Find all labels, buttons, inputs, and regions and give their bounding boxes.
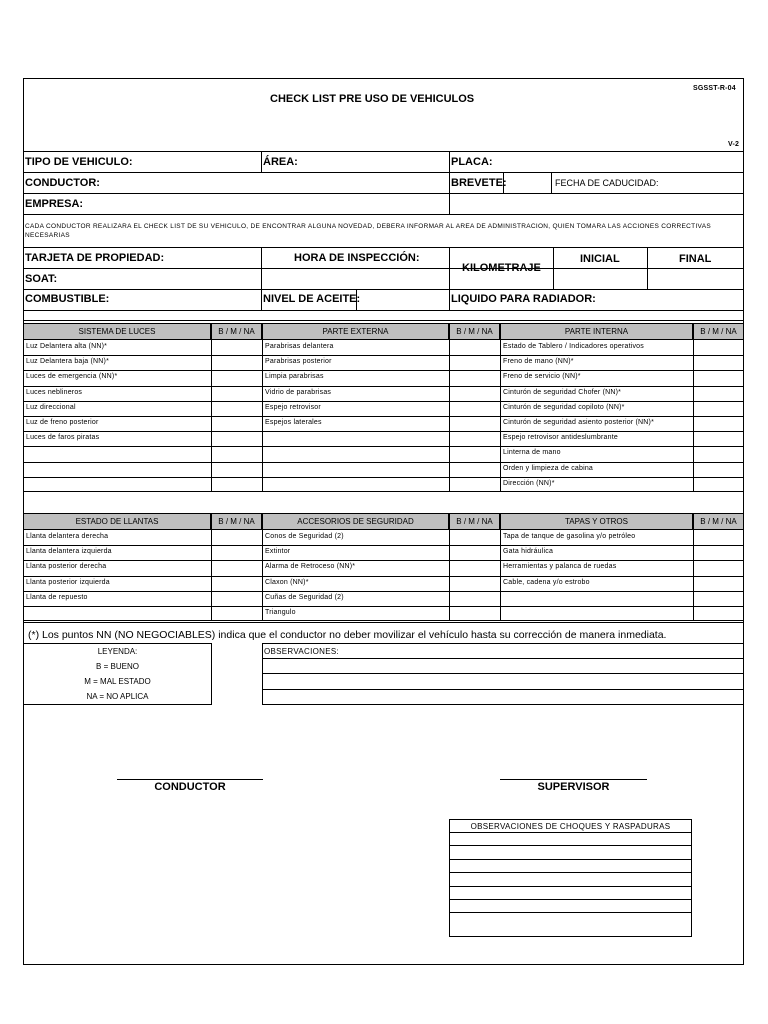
section1-col2-item: Espejos laterales	[265, 419, 322, 426]
section2-col2-rating-cell[interactable]	[450, 592, 499, 605]
liquido-radiador-label: LIQUIDO PARA RADIADOR:	[451, 293, 596, 305]
section1-col1-item: Luz Delantera baja (NN)*	[26, 358, 110, 366]
section1-col3-rating-cell[interactable]	[694, 463, 743, 476]
conductor-signature-line[interactable]	[117, 779, 263, 780]
section1-col3-item: Linterna de mano	[503, 449, 561, 457]
notice-text: CADA CONDUCTOR REALIZARA EL CHECK LIST DE SU VEHICULO, DE ENCONTRAR ALGUNA NOVEDAD, DEBERA INFORMAR AL AREA DE ADMINISTRACION, QUIEN TOMARA LAS ACCIONES CORRECTIVAS NECESARIAS	[25, 223, 711, 239]
section2-col1-rating-cell[interactable]	[212, 531, 261, 544]
section2-col2-rating-cell[interactable]	[450, 546, 499, 559]
section2-col1-item: Llanta de repuesto	[26, 593, 88, 601]
section1-col1-item: Luz direccional	[26, 403, 76, 411]
section1-col2-item: Parabrisas delantera	[265, 343, 334, 350]
section2-col1-rating-cell[interactable]	[212, 577, 261, 590]
soat-label: SOAT:	[25, 273, 58, 285]
section1-col3-item: Estado de Tablero / Indicadores operativos	[503, 343, 644, 350]
section1-col3-bmna-header: B / M / NA	[693, 323, 744, 340]
section1-col3-item: Espejo retrovisor antideslumbrante	[503, 434, 618, 442]
section1-col2-rating-cell[interactable]	[450, 432, 499, 445]
legend-item-m: M = MAL ESTADO	[84, 677, 151, 686]
choques-row-line	[449, 832, 692, 833]
section2-col2-item: Cuñas de Seguridad (2)	[265, 593, 344, 601]
section1-col1-item: Luces de faros piratas	[26, 434, 100, 442]
nivel-aceite-label: NIVEL DE ACEITE:	[263, 293, 361, 305]
legend-title: LEYENDA:	[97, 647, 138, 656]
section1-col1-rating-cell[interactable]	[212, 341, 261, 354]
section2-col3-rating-cell[interactable]	[694, 592, 743, 605]
section1-col2-item: Limpia parabrisas	[265, 373, 324, 381]
supervisor-signature-label: SUPERVISOR	[537, 781, 610, 793]
section1-col3-rating-cell[interactable]	[694, 356, 743, 369]
choques-row-line	[449, 886, 692, 887]
section1-col1-item: Luz de freno posterior	[26, 419, 99, 426]
section1-col3-rating-cell[interactable]	[694, 478, 743, 491]
section1-col3-item: Dirección (NN)*	[503, 479, 555, 487]
empresa-label: EMPRESA:	[25, 198, 84, 210]
section2-col1-item: Llanta delantera derecha	[26, 533, 109, 540]
section2-col3-rating-cell[interactable]	[694, 531, 743, 544]
fecha-caducidad-label: FECHA DE CADUCIDAD:	[555, 178, 659, 188]
section2-col3-item: Gata hidráulica	[503, 548, 554, 556]
section2-col3-rating-cell[interactable]	[694, 607, 743, 620]
section2-col3-rating-cell[interactable]	[694, 577, 743, 590]
section1-col3-rating-cell[interactable]	[694, 387, 743, 400]
section2-col2-rating-cell[interactable]	[450, 531, 499, 544]
section1-col3-item: Cinturón de seguridad Chofer (NN)*	[503, 388, 622, 396]
section2-col1-rating-cell[interactable]	[212, 546, 261, 559]
section2-col3-rating-cell[interactable]	[694, 546, 743, 559]
section1-col1-rating-cell[interactable]	[212, 402, 261, 415]
hora-inspeccion-label: HORA DE INSPECCIÓN:	[294, 252, 420, 264]
section2-col1-header: ESTADO DE LLANTAS	[23, 513, 211, 530]
conductor-label: CONDUCTOR:	[25, 177, 100, 189]
section2-col1-rating-cell[interactable]	[212, 607, 261, 620]
section2-col1-bmna-header: B / M / NA	[211, 513, 262, 530]
section1-col2-item: Parabrisas posterior	[265, 358, 332, 366]
section1-col3-rating-cell[interactable]	[694, 447, 743, 460]
section1-col2-rating-cell[interactable]	[450, 387, 499, 400]
choques-row-line	[449, 872, 692, 873]
section1-col2-rating-cell[interactable]	[450, 341, 499, 354]
section2-col2-bmna-header: B / M / NA	[449, 513, 500, 530]
brevete-label: BREVETE:	[451, 177, 507, 189]
section1-col1-item: Luz Delantera alta (NN)*	[26, 343, 108, 350]
section2-col3-bmna-header: B / M / NA	[693, 513, 744, 530]
section1-col3-rating-cell[interactable]	[694, 417, 743, 430]
section2-col3-rating-cell[interactable]	[694, 561, 743, 574]
footnote-text: (*) Los puntos NN (NO NEGOCIABLES) indica que el conductor no deber movilizar el vehículo hasta su corrección de manera inmediata.	[28, 629, 667, 641]
observaciones-label: OBSERVACIONES:	[264, 647, 340, 656]
section2-col1-rating-cell[interactable]	[212, 592, 261, 605]
section1-col1-rating-cell[interactable]	[212, 478, 261, 491]
section2-col3-item: Cable, cadena y/o estrobo	[503, 578, 590, 586]
choques-row-line	[449, 912, 692, 913]
choques-label: OBSERVACIONES DE CHOQUES Y RASPADURAS	[470, 822, 671, 831]
choques-row-line	[449, 859, 692, 860]
section2-col2-rating-cell[interactable]	[450, 607, 499, 620]
inicial-label: INICIAL	[580, 253, 620, 265]
tipo-vehiculo-label: TIPO DE VEHICULO:	[25, 156, 133, 168]
section2-col2-item: Claxon (NN)*	[265, 578, 309, 586]
section2-col2-rating-cell[interactable]	[450, 561, 499, 574]
section1-col3-item: Cinturón de seguridad asiento posterior (NN)*	[503, 419, 655, 426]
section1-col3-item: Cinturón de seguridad copiloto (NN)*	[503, 403, 625, 411]
section1-col2-rating-cell[interactable]	[450, 447, 499, 460]
tarjeta-propiedad-label: TARJETA DE PROPIEDAD:	[25, 252, 165, 264]
section1-col2-rating-cell[interactable]	[450, 402, 499, 415]
section1-col1-item: Luces de emergencia (NN)*	[26, 373, 118, 381]
section2-col3-header: TAPAS Y OTROS	[500, 513, 693, 530]
section2-col1-rating-cell[interactable]	[212, 561, 261, 574]
section2-col2-item: Triangulo	[265, 609, 296, 616]
section1-col2-item: Espejo retrovisor	[265, 403, 321, 411]
section1-col2-rating-cell[interactable]	[450, 478, 499, 491]
section1-col3-item: Freno de servicio (NN)*	[503, 373, 581, 381]
section1-col1-item: Luces neblineros	[26, 388, 83, 396]
legend-item-b: B = BUENO	[96, 662, 139, 671]
choques-row-line	[449, 899, 692, 900]
section1-col2-rating-cell[interactable]	[450, 417, 499, 430]
section2-col2-rating-cell[interactable]	[450, 577, 499, 590]
section1-col2-rating-cell[interactable]	[450, 371, 499, 384]
section2-col3-item: Herramientas y palanca de ruedas	[503, 563, 617, 571]
section1-col1-rating-cell[interactable]	[212, 356, 261, 369]
section1-col1-bmna-header: B / M / NA	[211, 323, 262, 340]
combustible-label: COMBUSTIBLE:	[25, 293, 110, 305]
placa-label: PLACA:	[451, 156, 493, 168]
section1-col3-rating-cell[interactable]	[694, 341, 743, 354]
section1-col3-rating-cell[interactable]	[694, 371, 743, 384]
choques-box[interactable]	[449, 819, 692, 937]
section1-col1-rating-cell[interactable]	[212, 463, 261, 476]
section2-col2-item: Extintor	[265, 548, 291, 556]
section1-col3-item: Freno de mano (NN)*	[503, 358, 574, 366]
section1-col3-rating-cell[interactable]	[694, 402, 743, 415]
choques-row-line	[449, 845, 692, 846]
section1-col1-rating-cell[interactable]	[212, 371, 261, 384]
section1-col2-rating-cell[interactable]	[450, 356, 499, 369]
section2-col2-header: ACCESORIOS DE SEGURIDAD	[262, 513, 449, 530]
section2-col1-item: Llanta delantera izquierda	[26, 548, 112, 556]
section1-col2-rating-cell[interactable]	[450, 463, 499, 476]
section1-col1-rating-cell[interactable]	[212, 417, 261, 430]
section1-col2-item: Vidrio de parabrisas	[265, 388, 332, 396]
supervisor-signature-line[interactable]	[500, 779, 647, 780]
section1-col1-header: SISTEMA DE LUCES	[23, 323, 211, 340]
section1-col3-rating-cell[interactable]	[694, 432, 743, 445]
section2-col1-item: Llanta posterior derecha	[26, 563, 107, 571]
section1-col3-item: Orden y limpieza de cabina	[503, 464, 594, 472]
section1-col1-rating-cell[interactable]	[212, 387, 261, 400]
form-title: CHECK LIST PRE USO DE VEHICULOS	[270, 93, 475, 105]
area-label: ÁREA:	[263, 156, 298, 168]
section1-col2-header: PARTE EXTERNA	[262, 323, 449, 340]
form-code: SGSST-R-04	[693, 85, 736, 92]
legend-item-na: NA = NO APLICA	[86, 692, 149, 701]
section2-col2-item: Conos de Seguridad (2)	[265, 533, 344, 540]
section2-col1-item: Llanta posterior izquierda	[26, 578, 110, 586]
final-label: FINAL	[679, 253, 712, 265]
kilometraje-label: KILOMETRAJE	[462, 262, 541, 274]
section1-col3-header: PARTE INTERNA	[500, 323, 693, 340]
section2-col2-item: Alarma de Retroceso (NN)*	[265, 563, 356, 571]
section2-col3-item: Tapa de tanque de gasolina y/o petróleo	[503, 533, 636, 540]
section1-col1-rating-cell[interactable]	[212, 447, 261, 460]
conductor-signature-label: CONDUCTOR	[154, 781, 226, 793]
section1-col1-rating-cell[interactable]	[212, 432, 261, 445]
section1-col2-bmna-header: B / M / NA	[449, 323, 500, 340]
form-version: V-2	[728, 141, 740, 148]
